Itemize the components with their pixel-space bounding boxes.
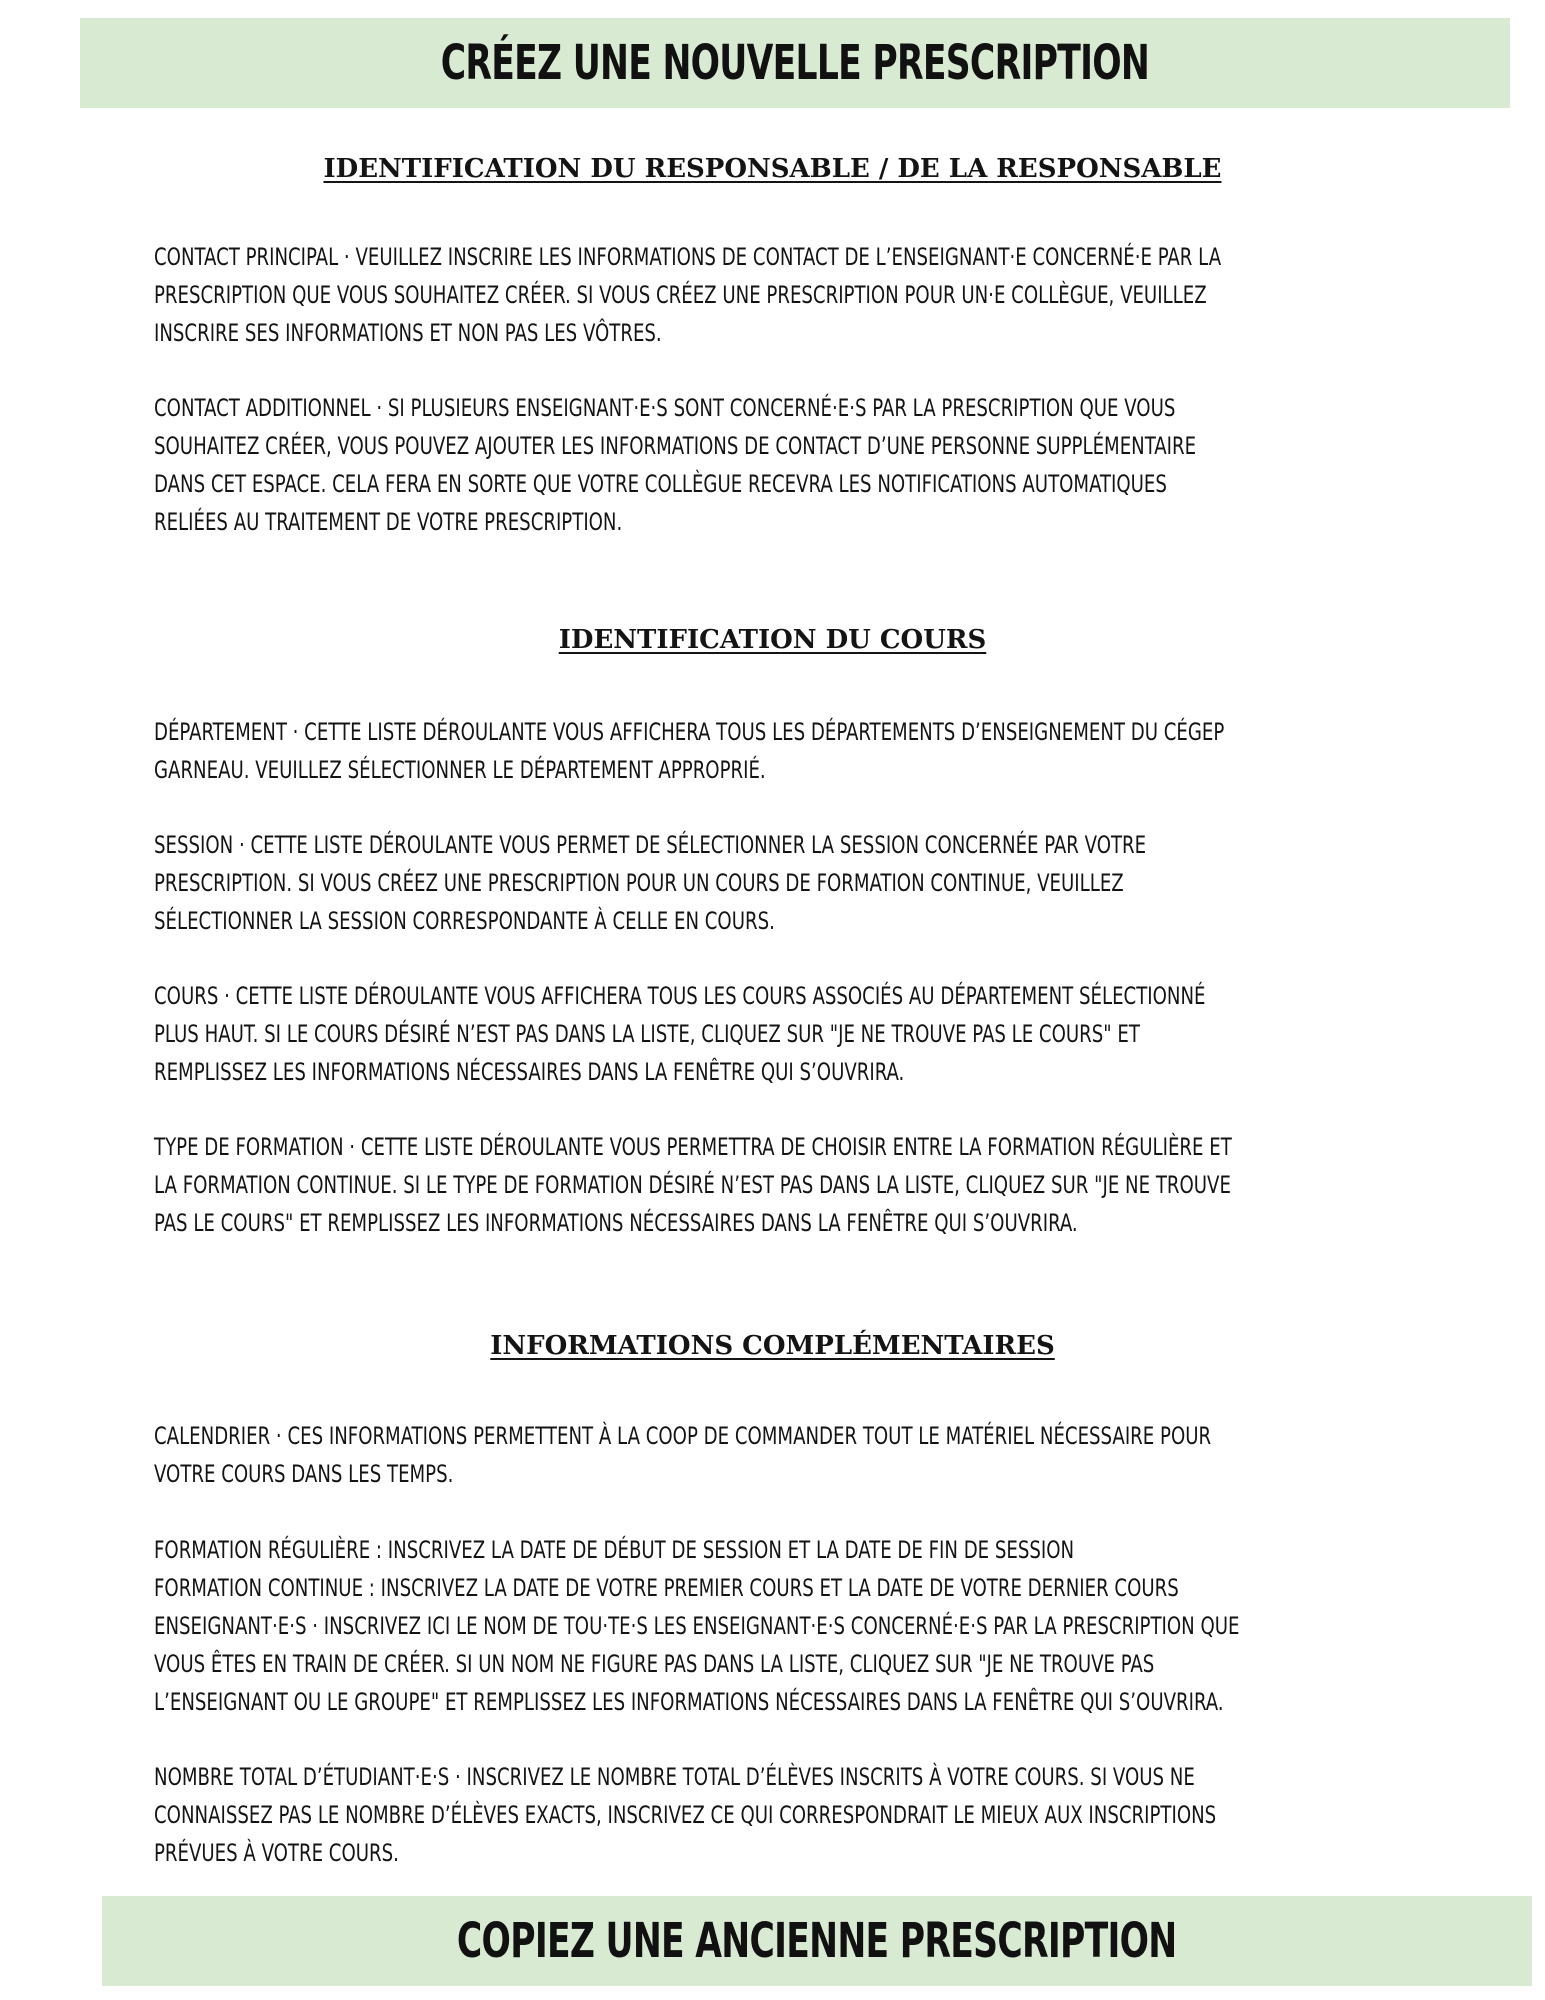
section-heading-responsable: IDENTIFICATION DU RESPONSABLE / DE LA RESPONSABLE	[323, 154, 1222, 184]
text-line: TYPE DE FORMATION · CETTE LISTE DÉROULANTE VOUS PERMETTRA DE CHOISIR ENTRE LA FORMATION RÉGULIÈRE ET	[154, 1133, 1232, 1161]
text-line: PRÉVUES À VOTRE COURS.	[154, 1839, 399, 1867]
create-prescription-banner	[80, 18, 1510, 108]
paragraph-departement	[154, 713, 1414, 789]
text-line: VOUS ÊTES EN TRAIN DE CRÉER. SI UN NOM NE FIGURE PAS DANS LA LISTE, CLIQUEZ SUR "JE NE TROUVE PAS	[154, 1650, 1155, 1678]
paragraph-type-formation	[154, 1128, 1414, 1242]
paragraph-calendrier	[154, 1417, 1414, 1493]
text-line: CONTACT ADDITIONNEL · SI PLUSIEURS ENSEIGNANT·E·S SONT CONCERNÉ·E·S PAR LA PRESCRIPTION QUE VOUS	[154, 394, 1176, 422]
text-line: FORMATION CONTINUE : INSCRIVEZ LA DATE DE VOTRE PREMIER COURS ET LA DATE DE VOTRE DERNIER COURS	[154, 1574, 1179, 1602]
text-line: ENSEIGNANT·E·S · INSCRIVEZ ICI LE NOM DE TOU·TE·S LES ENSEIGNANT·E·S CONCERNÉ·E·S PAR LA PRESCRIPTION QUE	[154, 1612, 1240, 1640]
paragraph-nombre-etudiants	[154, 1758, 1414, 1872]
copy-prescription-title: COPIEZ UNE ANCIENNE PRESCRIPTION	[457, 1913, 1177, 1969]
text-line: DÉPARTEMENT · CETTE LISTE DÉROULANTE VOUS AFFICHERA TOUS LES DÉPARTEMENTS D’ENSEIGNEMENT DU CÉGEP	[154, 718, 1225, 746]
text-line: CALENDRIER · CES INFORMATIONS PERMETTENT À LA COOP DE COMMANDER TOUT LE MATÉRIEL NÉCESSAIRE POUR	[154, 1422, 1212, 1450]
text-line: SÉLECTIONNER LA SESSION CORRESPONDANTE À CELLE EN COURS.	[154, 907, 775, 935]
text-line: SESSION · CETTE LISTE DÉROULANTE VOUS PERMET DE SÉLECTIONNER LA SESSION CONCERNÉE PAR VOTRE	[154, 831, 1147, 859]
text-line: VOTRE COURS DANS LES TEMPS.	[154, 1460, 454, 1488]
text-line: LA FORMATION CONTINUE. SI LE TYPE DE FORMATION DÉSIRÉ N’EST PAS DANS LA LISTE, CLIQUEZ SUR "JE NE TROUVE	[154, 1171, 1231, 1199]
text-line: PLUS HAUT. SI LE COURS DÉSIRÉ N’EST PAS DANS LA LISTE, CLIQUEZ SUR "JE NE TROUVE PAS LE COURS" ET	[154, 1020, 1140, 1048]
create-prescription-title: CRÉEZ UNE NOUVELLE PRESCRIPTION	[440, 35, 1150, 91]
paragraph-formation-enseignants	[154, 1531, 1414, 1721]
text-line: CONNAISSEZ PAS LE NOMBRE D’ÉLÈVES EXACTS, INSCRIVEZ CE QUI CORRESPONDRAIT LE MIEUX AUX INSCRIPTIONS	[154, 1801, 1217, 1829]
copy-prescription-banner[interactable]	[102, 1896, 1532, 1986]
text-line: NOMBRE TOTAL D’ÉTUDIANT·E·S · INSCRIVEZ LE NOMBRE TOTAL D’ÉLÈVES INSCRITS À VOTRE COURS. SI VOUS NE	[154, 1763, 1195, 1791]
text-line: PRESCRIPTION. SI VOUS CRÉEZ UNE PRESCRIPTION POUR UN COURS DE FORMATION CONTINUE, VEUILLEZ	[154, 869, 1124, 897]
text-line: GARNEAU. VEUILLEZ SÉLECTIONNER LE DÉPARTEMENT APPROPRIÉ.	[154, 756, 766, 784]
text-line: PRESCRIPTION QUE VOUS SOUHAITEZ CRÉER. SI VOUS CRÉEZ UNE PRESCRIPTION POUR UN·E COLLÈGUE, VEUILLEZ	[154, 281, 1207, 309]
paragraph-cours	[154, 977, 1414, 1091]
paragraph-session	[154, 826, 1414, 940]
paragraph-contact-additionnel	[154, 389, 1414, 541]
paragraph-contact-principal	[154, 238, 1414, 352]
text-line: DANS CET ESPACE. CELA FERA EN SORTE QUE VOTRE COLLÈGUE RECEVRA LES NOTIFICATIONS AUTOMATIQUES	[154, 470, 1167, 498]
text-line: RELIÉES AU TRAITEMENT DE VOTRE PRESCRIPTION.	[154, 508, 623, 536]
section-heading-cours: IDENTIFICATION DU COURS	[558, 625, 987, 655]
text-line: SOUHAITEZ CRÉER, VOUS POUVEZ AJOUTER LES INFORMATIONS DE CONTACT D’UNE PERSONNE SUPPLÉMENTAIRE	[154, 432, 1197, 460]
text-line: L’ENSEIGNANT OU LE GROUPE" ET REMPLISSEZ LES INFORMATIONS NÉCESSAIRES DANS LA FENÊTRE QUI S’OUVRIRA.	[154, 1688, 1224, 1716]
text-line: COURS · CETTE LISTE DÉROULANTE VOUS AFFICHERA TOUS LES COURS ASSOCIÉS AU DÉPARTEMENT SÉLECTIONNÉ	[154, 982, 1206, 1010]
text-line: REMPLISSEZ LES INFORMATIONS NÉCESSAIRES DANS LA FENÊTRE QUI S’OUVRIRA.	[154, 1058, 905, 1086]
text-line: PAS LE COURS" ET REMPLISSEZ LES INFORMATIONS NÉCESSAIRES DANS LA FENÊTRE QUI S’OUVRIRA.	[154, 1209, 1078, 1237]
text-line: INSCRIRE SES INFORMATIONS ET NON PAS LES VÔTRES.	[154, 319, 662, 347]
text-line: FORMATION RÉGULIÈRE : INSCRIVEZ LA DATE DE DÉBUT DE SESSION ET LA DATE DE FIN DE SESSION	[154, 1536, 1075, 1564]
section-heading-informations: INFORMATIONS COMPLÉMENTAIRES	[490, 1331, 1055, 1361]
text-line: CONTACT PRINCIPAL · VEUILLEZ INSCRIRE LES INFORMATIONS DE CONTACT DE L’ENSEIGNANT·E CONCERNÉ·E PAR LA	[154, 243, 1222, 271]
